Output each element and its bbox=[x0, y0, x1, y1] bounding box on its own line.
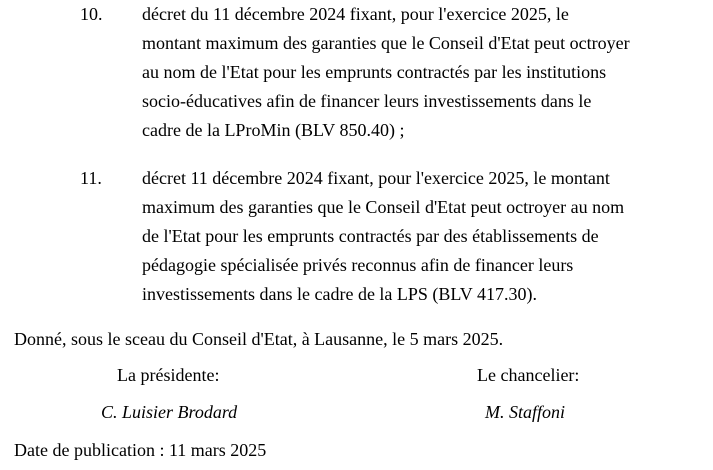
item-line: montant maximum des garanties que le Conseil d'Etat peut octroyer bbox=[142, 33, 630, 53]
publication-date: Date de publication : 11 mars 2025 bbox=[14, 440, 267, 460]
item-number: 10. bbox=[80, 4, 103, 24]
right-signatory-role: Le chancelier: bbox=[477, 365, 580, 385]
item-line: investissements dans le cadre de la LPS (BLV 417.30). bbox=[142, 284, 537, 304]
left-signatory-role: La présidente: bbox=[117, 365, 220, 385]
given-at-statement: Donné, sous le sceau du Conseil d'Etat, à Lausanne, le 5 mars 2025. bbox=[14, 329, 504, 349]
item-line: décret 11 décembre 2024 fixant, pour l'exercice 2025, le montant bbox=[142, 168, 610, 188]
item-line: cadre de la LProMin (BLV 850.40) ; bbox=[142, 120, 405, 140]
item-line: maximum des garanties que le Conseil d'Etat peut octroyer au nom bbox=[142, 197, 625, 217]
left-signatory-name: C. Luisier Brodard bbox=[101, 402, 238, 422]
item-text bbox=[142, 0, 710, 145]
item-line: de l'Etat pour les emprunts contractés par des établissements de bbox=[142, 226, 599, 246]
item-text bbox=[142, 164, 710, 309]
item-line: socio-éducatives afin de financer leurs investissements dans le bbox=[142, 91, 592, 111]
list-item-10 bbox=[0, 0, 713, 150]
item-line: au nom de l'Etat pour les emprunts contractés par les institutions bbox=[142, 62, 607, 82]
item-line: décret du 11 décembre 2024 fixant, pour l'exercice 2025, le bbox=[142, 4, 569, 24]
right-signatory-name: M. Staffoni bbox=[485, 402, 565, 422]
list-item-11 bbox=[0, 164, 713, 314]
item-number: 11. bbox=[80, 168, 102, 188]
item-line: pédagogie spécialisée privés reconnus afin de financer leurs bbox=[142, 255, 574, 275]
